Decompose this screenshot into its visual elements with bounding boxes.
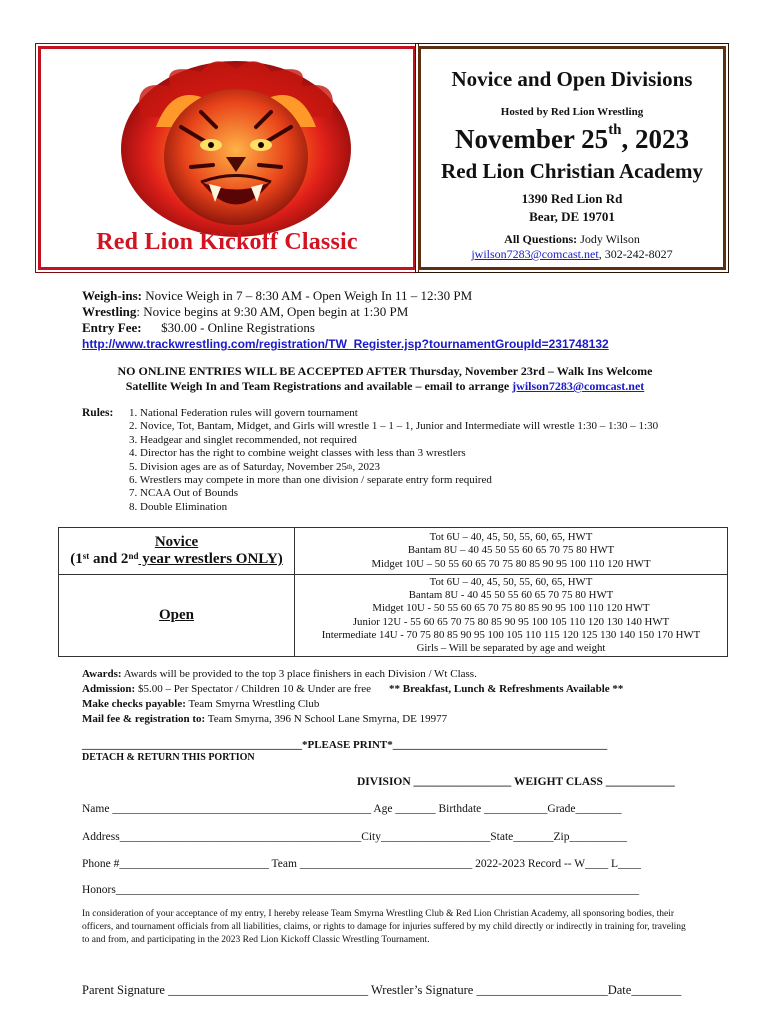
questions-name: Jody Wilson (580, 232, 640, 246)
event-name: Red Lion Kickoff Classic (96, 229, 358, 255)
address-line2: Bear, DE 19701 (529, 209, 615, 224)
division-weight-text: DIVISION _________________ WEIGHT CLASS ____________ (357, 776, 675, 788)
notice-email-link[interactable]: jwilson7283@comcast.net (512, 379, 645, 393)
open-label-cell (59, 575, 295, 657)
signature-line[interactable]: Parent Signature ________________________________ Wrestler’s Signature _____________________Date________ (82, 983, 682, 997)
admission-label: Admission: (82, 683, 136, 695)
divisions-table (58, 527, 728, 657)
rule-item: 4. Director has the right to combine weight classes with less than 3 wrestlers (129, 447, 466, 460)
detach-label: DETACH & RETURN THIS PORTION (82, 752, 255, 763)
novice-classes-cell (295, 528, 728, 575)
weight-class-line: Tot 6U – 40, 45, 50, 55, 60, 65, HWT (429, 531, 593, 544)
wrestling-line (82, 304, 702, 320)
novice-label-cell (59, 528, 295, 575)
rule-item (129, 461, 729, 474)
novice-label: Novice (154, 534, 199, 550)
awards-text: Awards will be provided to the top 3 place finishers in each Division / Wt Class. (121, 668, 477, 680)
honors-field[interactable]: Honors___________________________________________________________________________________________ (82, 884, 640, 896)
rule-item-5-sup: th (347, 462, 353, 471)
questions-label: All Questions: (504, 232, 578, 246)
notice-line2: Satellite Weigh In and Team Registrations and available – email to arrange (125, 379, 510, 393)
event-banner (38, 46, 416, 270)
wrestling-text: : Novice begins at 9:30 AM, Open begin at 1:30 PM (136, 304, 409, 319)
novice-sub-a: (1 (70, 551, 83, 567)
event-info (82, 288, 702, 352)
weight-class-line: Tot 6U – 40, 45, 50, 55, 60, 65, HWT (429, 575, 593, 588)
event-date (421, 124, 723, 155)
rule-item-5-tail: , 2023 (352, 460, 380, 473)
novice-sup-a: st (82, 551, 90, 561)
date-suffix: th (608, 122, 622, 138)
awards-label: Awards: (82, 668, 122, 680)
novice-sublabel (59, 551, 294, 568)
date-year: , 2023 (621, 124, 690, 154)
address-line1: 1390 Red Lion Rd (521, 191, 623, 206)
phone-team-field[interactable]: Phone #__________________________ Team ______________________________ 2022-2023 Record -- W____ L____ (82, 858, 642, 870)
venue-name: Red Lion Christian Academy (441, 159, 703, 183)
checks-text: Team Smyrna Wrestling Club (185, 698, 320, 710)
contact-email-link[interactable]: jwilson7283@comcast.net (471, 247, 599, 261)
weight-class-line: Bantam 8U – 40 45 50 55 60 65 70 75 80 HWT (407, 544, 615, 557)
liability-release-text: In consideration of your acceptance of my entry, I hereby release Team Smyrna Wrestling Club & Red Lion Christian Academy, all sponsoring bodies, their officers, and tournament officials from all liabilities, claims, or rights to damage for injuries suffered by my child directly or indirectly in training for, traveling to and from, and participating in the 2023 Red Lion Kickoff Classic Wrestling Tournament. (82, 909, 686, 945)
novice-sup-b: nd (128, 551, 139, 561)
division-weight-field[interactable] (357, 776, 675, 788)
fee-text: $30.00 - Online Registrations (161, 320, 315, 335)
rule-item-5-text: 5. Division ages are as of Saturday, November 25 (129, 460, 348, 473)
venue-address (421, 190, 723, 226)
weighins-line (82, 288, 702, 304)
rule-item: 1. National Federation rules will govern tournament (129, 407, 358, 419)
novice-sub-b: and 2 (89, 551, 129, 567)
please-print-line: ________________________________________*PLEASE PRINT*_______________________________________ (82, 739, 608, 751)
rule-item: 8. Double Elimination (129, 500, 228, 513)
food-text: ** Breakfast, Lunch & Refreshments Available ** (389, 683, 624, 695)
host-text: Hosted by Red Lion Wrestling (500, 106, 644, 118)
novice-row (59, 528, 728, 575)
rule-item: 3. Headgear and singlet recommended, not required (129, 433, 357, 446)
weight-class-line: Midget 10U - 50 55 60 65 70 75 80 85 90 95 100 110 120 HWT (372, 602, 650, 615)
fee-label: Entry Fee: (82, 320, 142, 335)
contact-info (421, 232, 723, 262)
rule-item: 2. Novice, Tot, Bantam, Midget, and Girls will wrestle 1 – 1 – 1, Junior and Intermediate will wrestle 1:30 – 1:30 – 1:30 (129, 420, 659, 433)
novice-sub-c: year wrestlers ONLY) (138, 551, 283, 567)
address-field[interactable]: Address__________________________________________City___________________State_______Zip__________ (82, 831, 627, 843)
open-classes-cell (295, 575, 728, 657)
rules-label: Rules: (82, 407, 114, 419)
open-label: Open (158, 607, 194, 623)
rule-item: 6. Wrestlers may compete in more than one division / separate entry form required (129, 474, 492, 487)
fee-line (82, 320, 702, 336)
page-title: Novice and Open Divisions (451, 67, 693, 91)
weight-class-line: Intermediate 14U - 70 75 80 85 90 95 100 105 110 115 120 125 130 140 150 170 HWT (321, 628, 701, 641)
checks-label: Make checks payable: (82, 698, 186, 710)
admission-text: $5.00 – Per Spectator / Children 10 & Under are free (135, 683, 372, 695)
event-details-box (418, 46, 726, 270)
rule-item: 7. NCAA Out of Bounds (129, 487, 239, 500)
name-age-field[interactable]: Name _____________________________________________ Age _______ Birthdate ___________Grade________ (82, 803, 622, 815)
weighins-label: Weigh-ins: (82, 288, 142, 303)
weight-class-line: Junior 12U - 55 60 65 70 75 80 85 90 95 100 105 110 120 130 140 HWT (352, 615, 670, 628)
registration-link[interactable]: http://www.trackwrestling.com/registration/TW_Register.jsp?tournamentGroupId=231748132 (82, 337, 609, 351)
wrestling-label: Wrestling (82, 304, 137, 319)
mail-text: Team Smyrna, 396 N School Lane Smyrna, DE 19977 (205, 713, 448, 725)
weight-class-line: Midget 10U – 50 55 60 65 70 75 80 85 90 95 100 110 120 HWT (371, 557, 651, 570)
entry-notice (40, 364, 730, 394)
contact-phone: , 302-242-8027 (598, 247, 673, 261)
weight-class-line: Bantam 8U - 40 45 50 55 60 65 70 75 80 HWT (408, 589, 614, 602)
open-row (59, 575, 728, 657)
awards-section (82, 667, 702, 727)
rules-list (129, 407, 729, 514)
mail-label: Mail fee & registration to: (82, 713, 206, 725)
weight-class-line: Girls – Will be separated by age and weight (416, 641, 606, 654)
weighins-text: Novice Weigh in 7 – 8:30 AM - Open Weigh In 11 – 12:30 PM (145, 288, 473, 303)
date-main: November 25 (454, 124, 609, 154)
tiger-logo-image (101, 57, 371, 237)
notice-line1: NO ONLINE ENTRIES WILL BE ACCEPTED AFTER Thursday, November 23rd – Walk Ins Welcome (117, 364, 653, 378)
